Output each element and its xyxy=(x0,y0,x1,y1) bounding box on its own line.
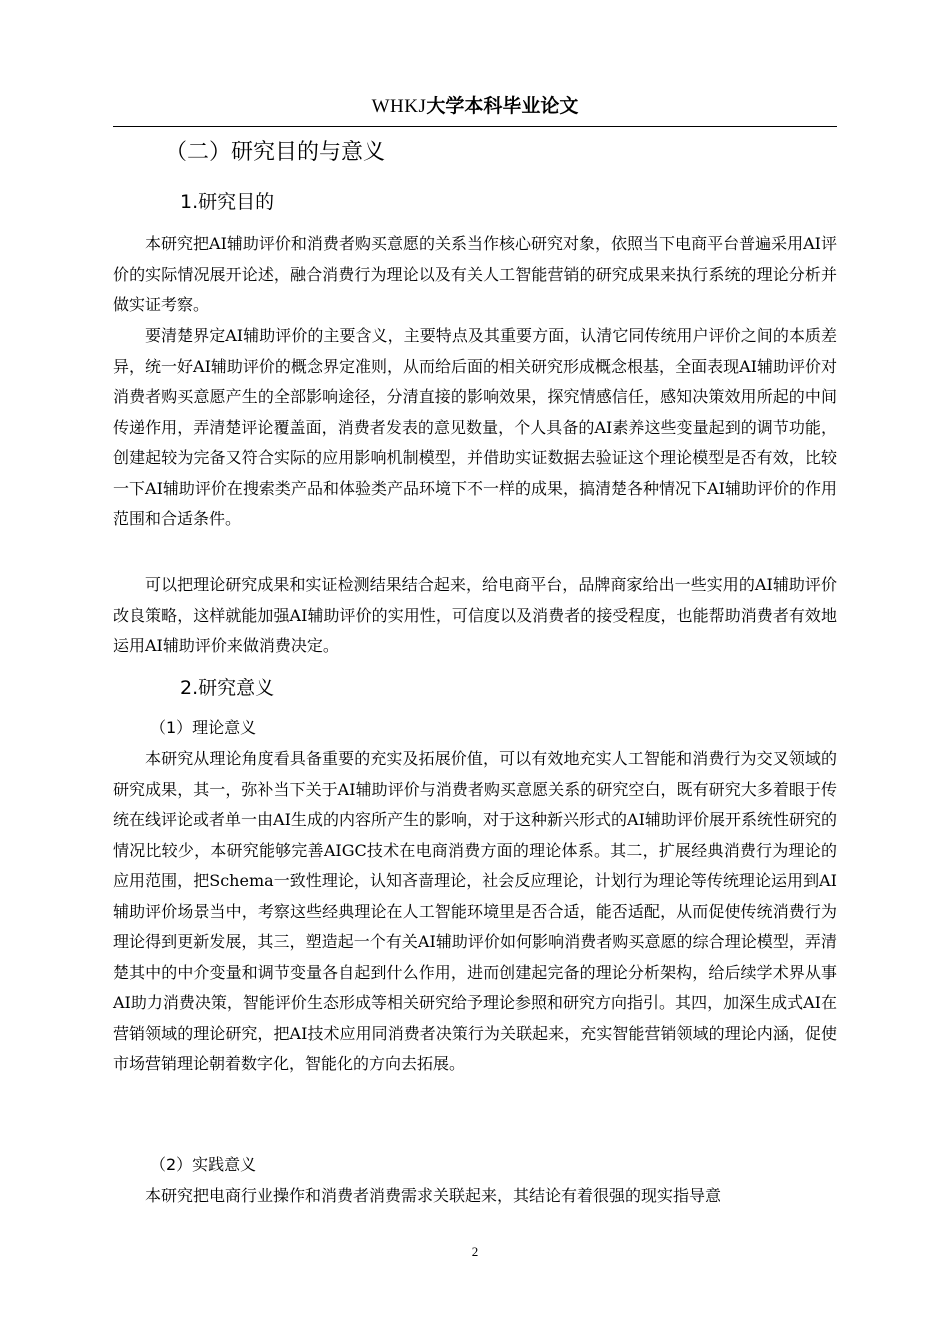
purpose-paragraph-1: 本研究把AI辅助评价和消费者购买意愿的关系当作核心研究对象，依照当下电商平台普遍采用AI评价的实际情况展开论述，融合消费行为理论以及有关人工智能营销的研究成果来执行系统的理论分析并做实证考察。 xyxy=(113,234,837,314)
practice-paragraph: 本研究把电商行业操作和消费者消费需求关联起来，其结论有着很强的现实指导意 xyxy=(145,1186,722,1205)
header-title-cjk: 大学本科毕业论文 xyxy=(426,96,579,117)
theory-heading: （1）理论意义 xyxy=(150,718,257,737)
section-heading: （二）研究目的与意义 xyxy=(165,140,386,165)
purpose-paragraph-3: 可以把理论研究成果和实证检测结果结合起来，给电商平台，品牌商家给出一些实用的AI辅助评价改良策略，这样就能加强AI辅助评价的实用性，可信度以及消费者的接受程度，也能帮助消费者有效地运用AI辅助评价来做消费决定。 xyxy=(113,575,837,655)
header-rule xyxy=(113,126,837,127)
purpose-paragraph-2: 要清楚界定AI辅助评价的主要含义，主要特点及其重要方面，认清它同传统用户评价之间的本质差异，统一好AI辅助评价的概念界定准则，从而给后面的相关研究形成概念根基，全面表现AI辅助评价对消费者购买意愿产生的全部影响途径，分清直接的影响效果，探究情感信任，感知决策效用所起的中间传递作用，弄清楚评论覆盖面，消费者发表的意见数量，个人具备的AI素养这些变量起到的调节功能，创建起较为完备又符合实际的应用影响机制模型，并借助实证数据去验证这个理论模型是否有效，比较一下AI辅助评价在搜索类产品和体验类产品环境下不一样的成果，搞清楚各种情况下AI辅助评价的作用范围和合适条件。 xyxy=(113,326,837,528)
practice-heading: （2）实践意义 xyxy=(150,1155,257,1174)
purpose-heading: 1.研究目的 xyxy=(180,191,275,213)
theory-paragraph: 本研究从理论角度看具备重要的充实及拓展价值，可以有效地充实人工智能和消费行为交叉领域的研究成果，其一，弥补当下关于AI辅助评价与消费者购买意愿关系的研究空白，既有研究大多着眼于传统在线评论或者单一由AI生成的内容所产生的影响，对于这种新兴形式的AI辅助评价展开系统性研究的情况比较少，本研究能够完善AIGC技术在电商消费方面的理论体系。其二，扩展经典消费行为理论的应用范围，把Schema一致性理论，认知吝啬理论，社会反应理论，计划行为理论等传统理论运用到AI辅助评价场景当中，考察这些经典理论在人工智能环境里是否合适，能否适配，从而促使传统消费行为理论得到更新发展，其三，塑造起一个有关AI辅助评价如何影响消费者购买意愿的综合理论模型，弄清楚其中的中介变量和调节变量各自起到什么作用，进而创建起完备的理论分析架构，给后续学术界从事AI助力消费决策，智能评价生态形成等相关研究给予理论参照和研究方向指引。其四，加深生成式AI在营销领域的理论研究，把AI技术应用同消费者决策行为关联起来，充实智能营销领域的理论内涵，促使市场营销理论朝着数字化，智能化的方向去拓展。 xyxy=(113,749,837,1073)
significance-heading: 2.研究意义 xyxy=(180,677,275,699)
running-header xyxy=(0,94,950,120)
header-title-latin: WHKJ xyxy=(371,96,427,117)
page-number: 2 xyxy=(471,1244,479,1259)
